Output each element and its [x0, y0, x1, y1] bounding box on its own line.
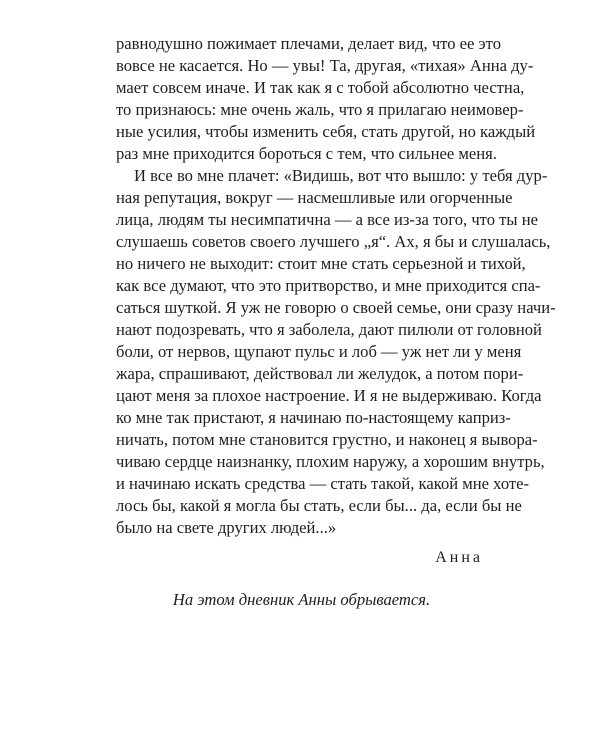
- text-line: ко мне так пристают, я начинаю по-настоящему каприз-: [116, 408, 511, 427]
- text-line: вовсе не касается. Но — увы! Та, другая, «тихая» Анна ду-: [116, 56, 534, 75]
- text-line: ная репутация, вокруг — насмешливые или огорченные: [116, 188, 513, 207]
- text-line: и начинаю искать средства — стать такой, какой мне хоте-: [116, 474, 530, 493]
- closing-note: На этом дневник Анны обрывается.: [172, 590, 431, 609]
- text-line: лица, людям ты несимпатична — а все из-за того, что ты не: [116, 210, 538, 229]
- text-line: саться шуткой. Я уж не говорю о своей семье, они сразу начи-: [116, 298, 556, 317]
- text-line: жара, спрашивают, действовал ли желудок, а потом пори-: [116, 364, 524, 383]
- text-line: слушаешь советов своего лучшего „я“. Ах, я бы и слушалась,: [116, 232, 551, 251]
- text-line: раз мне приходится бороться с тем, что сильнее меня.: [116, 144, 497, 163]
- text-line: И все во мне плачет: «Видишь, вот что вышло: у тебя дур-: [134, 166, 548, 185]
- signature: Анна: [435, 549, 483, 566]
- text-line: нают подозревать, что я заболела, дают пилюли от головной: [116, 320, 542, 339]
- text-line: чиваю сердце наизнанку, плохим наружу, а хорошим внутрь,: [116, 452, 545, 471]
- text-line: боли, от нервов, щупают пульс и лоб — уж нет ли у меня: [116, 342, 522, 361]
- text-line: ничать, потом мне становится грустно, и наконец я вывора-: [116, 430, 538, 449]
- text-line: лось бы, какой я могла бы стать, если бы... да, если бы не: [116, 496, 522, 515]
- text-line: равнодушно пожимает плечами, делает вид, что ее это: [116, 34, 501, 53]
- text-line: то признаюсь: мне очень жаль, что я прилагаю неимовер-: [116, 100, 524, 119]
- text-line: цают меня за плохое настроение. И я не выдерживаю. Когда: [116, 386, 542, 405]
- text-line: мает совсем иначе. И так как я с тобой абсолютно честна,: [116, 78, 525, 97]
- text-line: было на свете других людей...»: [116, 518, 337, 537]
- text-line: ные усилия, чтобы изменить себя, стать другой, но каждый: [116, 122, 536, 141]
- text-line: как все думают, что это притворство, и мне приходится спа-: [116, 276, 541, 295]
- text-line: но ничего не выходит: стоит мне стать серьезной и тихой,: [116, 254, 526, 273]
